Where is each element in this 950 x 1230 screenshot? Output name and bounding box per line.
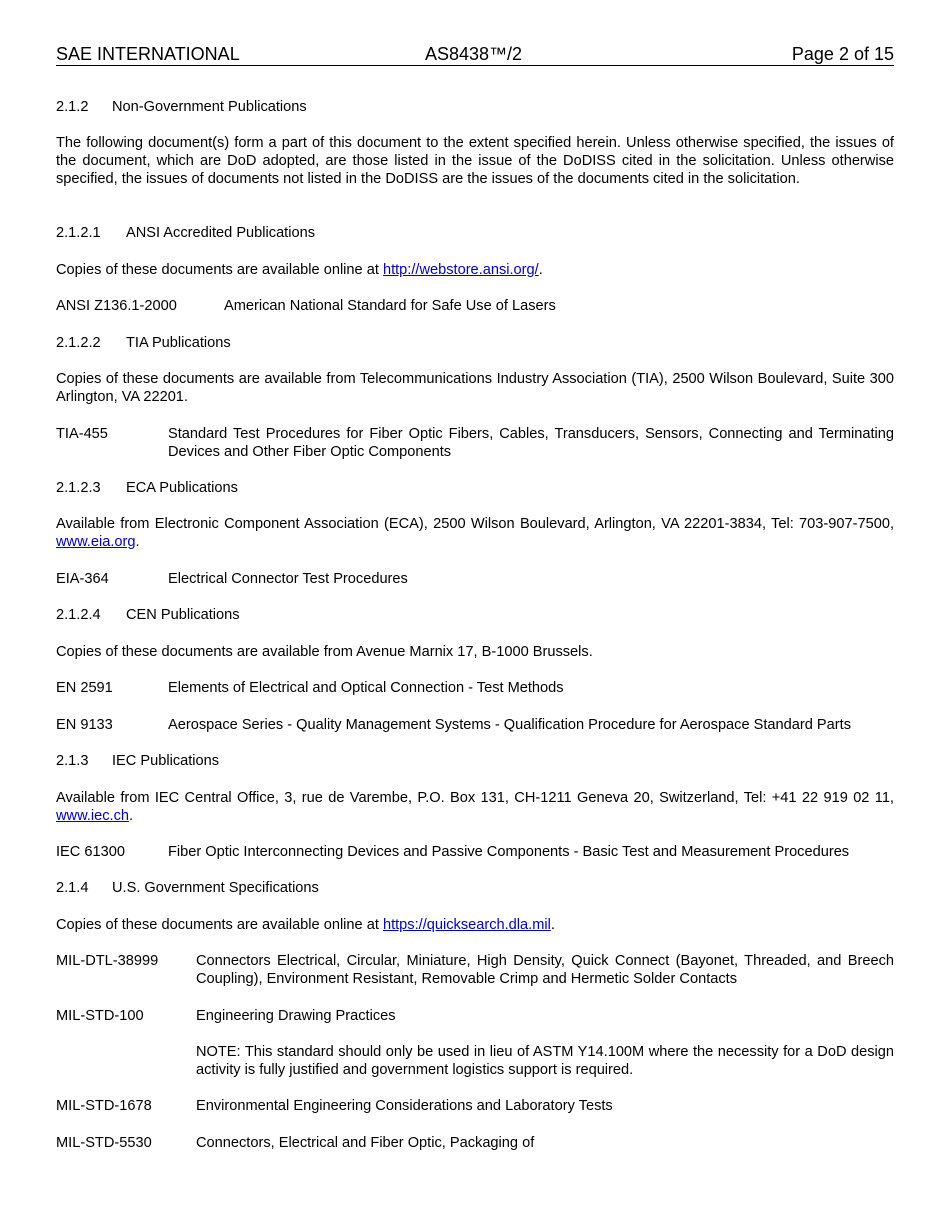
section-number: 2.1.2.3 xyxy=(56,480,101,496)
section-number: 2.1.3 xyxy=(56,753,89,769)
section-title: Non-Government Publications xyxy=(112,99,307,115)
section-title: IEC Publications xyxy=(112,753,220,769)
availability-text-end: . xyxy=(550,917,555,933)
header-doc-number: AS8438™/2 xyxy=(425,44,523,64)
reference-code: MIL-STD-5530 xyxy=(56,1135,152,1151)
section-2-1-2-4-availability: Copies of these documents are available from Avenue Marnix 17, B-1000 Brussels. xyxy=(56,644,593,660)
reference-description: Elements of Electrical and Optical Connection - Test Methods xyxy=(168,680,564,696)
availability-text: Copies of these documents are available online at xyxy=(56,917,383,933)
reference-description: Connectors, Electrical and Fiber Optic, Packaging of xyxy=(196,1135,535,1151)
section-number: 2.1.4 xyxy=(56,880,89,896)
reference-code: IEC 61300 xyxy=(56,844,125,860)
section-title: ANSI Accredited Publications xyxy=(126,225,316,241)
section-number: 2.1.2.1 xyxy=(56,225,101,241)
section-2-1-3-heading xyxy=(56,752,894,770)
iec-website-link[interactable]: www.iec.ch xyxy=(56,808,129,824)
section-2-1-2-3-availability xyxy=(56,515,894,551)
availability-text-end: . xyxy=(135,534,140,550)
reference-code: EN 9133 xyxy=(56,717,113,733)
section-2-1-2-4-heading xyxy=(56,606,894,624)
dla-quicksearch-link[interactable]: https://quicksearch.dla.mil xyxy=(382,917,551,933)
section-title: U.S. Government Specifications xyxy=(112,880,319,896)
reference-description: Connectors Electrical, Circular, Miniature, High Density, Quick Connect (Bayonet, Threaded, and Breech Coupling), Environment Resistant, Removable Crimp and Hermetic Solder Contacts xyxy=(196,953,894,987)
reference-code: MIL-STD-1678 xyxy=(56,1098,152,1114)
availability-text-end: . xyxy=(129,808,134,824)
reference-description: Fiber Optic Interconnecting Devices and Passive Components - Basic Test and Measurement Procedures xyxy=(168,844,850,860)
section-2-1-4-availability xyxy=(56,916,894,934)
header-page-number: Page 2 of 15 xyxy=(791,44,894,64)
section-title: CEN Publications xyxy=(126,607,240,623)
note-text: NOTE: This standard should only be used in lieu of ASTM Y14.100M where the necessity for a DoD design activity is fully justified and government logistics support is required. xyxy=(196,1044,894,1078)
section-title: ECA Publications xyxy=(126,480,238,496)
section-2-1-3-availability xyxy=(56,789,894,825)
section-2-1-2-1-availability xyxy=(56,261,894,279)
page-header xyxy=(56,43,894,66)
reference-description: Environmental Engineering Considerations and Laboratory Tests xyxy=(196,1098,613,1114)
section-2-1-2-heading xyxy=(56,98,894,116)
ansi-webstore-link[interactable]: http://webstore.ansi.org/ xyxy=(382,262,539,278)
section-2-1-2-2-availability: Copies of these documents are available from Telecommunications Industry Association (TIA), 2500 Wilson Boulevard, Suite 300 Arlington, VA 22201. xyxy=(56,371,894,405)
section-2-1-2-2-heading xyxy=(56,334,894,352)
reference-code: MIL-DTL-38999 xyxy=(56,953,159,969)
reference-description: Engineering Drawing Practices xyxy=(196,1008,396,1024)
reference-code: EIA-364 xyxy=(56,571,109,587)
section-2-1-2-body: The following document(s) form a part of this document to the extent specified herein. Unless otherwise specified, the issues of the document, which are DoD adopted, are those listed in the issue of the DoDISS cited in the solicitation. Unless otherwise specified, the issues of documents not listed in the DoDISS are the issues of the documents cited in the solicitation. xyxy=(56,135,894,187)
reference-description: Aerospace Series - Quality Management Systems - Qualification Procedure for Aerospace Standard Parts xyxy=(168,717,851,733)
section-number: 2.1.2.2 xyxy=(56,335,101,351)
header-org: SAE INTERNATIONAL xyxy=(56,44,240,64)
section-2-1-2-1-heading xyxy=(56,224,894,242)
section-number: 2.1.2.4 xyxy=(56,607,101,623)
section-2-1-2-3-heading xyxy=(56,479,894,497)
availability-text: Available from IEC Central Office, 3, rue de Varembe, P.O. Box 131, CH-1211 Geneva 20, Switzerland, Tel: +41 22 919 02 11, xyxy=(56,790,894,806)
section-2-1-4-heading xyxy=(56,879,894,897)
section-title: TIA Publications xyxy=(126,335,231,351)
reference-description: Standard Test Procedures for Fiber Optic Fibers, Cables, Transducers, Sensors, Connecting and Terminating Devices and Other Fiber Optic Components xyxy=(168,426,894,460)
availability-text: Copies of these documents are available online at xyxy=(56,262,383,278)
reference-code: MIL-STD-100 xyxy=(56,1008,144,1024)
reference-description: Electrical Connector Test Procedures xyxy=(168,571,408,587)
eia-website-link[interactable]: www.eia.org xyxy=(56,534,136,550)
section-number: 2.1.2 xyxy=(56,99,89,115)
availability-text-end: . xyxy=(538,262,543,278)
reference-code: ANSI Z136.1-2000 xyxy=(56,298,177,314)
reference-description: American National Standard for Safe Use of Lasers xyxy=(224,298,556,314)
availability-text: Available from Electronic Component Association (ECA), 2500 Wilson Boulevard, Arlington, VA 22201-3834, Tel: 703-907-7500, xyxy=(56,516,894,532)
reference-code: TIA-455 xyxy=(56,426,108,442)
reference-code: EN 2591 xyxy=(56,680,113,696)
